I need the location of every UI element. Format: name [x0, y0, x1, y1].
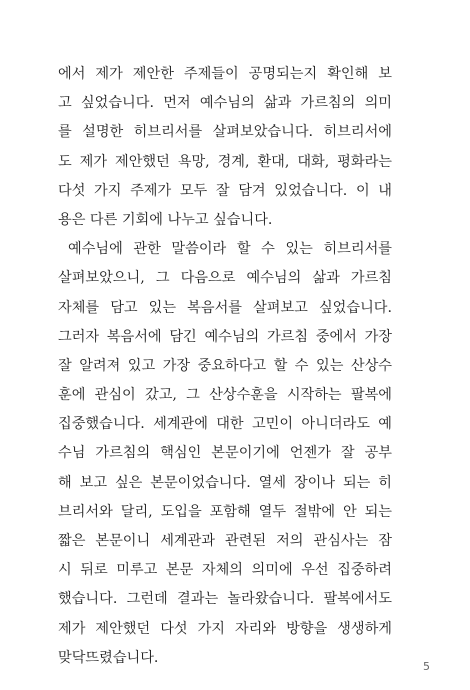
body-text [58, 60, 392, 673]
text-line: 자체를 담고 있는 복음서를 살펴보고 싶었습니다. [58, 299, 392, 316]
text-line: 훈에 관심이 갔고, 그 산상수훈을 시작하는 팔복에 [58, 387, 392, 404]
text-line: 도 제가 제안했던 욕망, 경계, 환대, 대화, 평화라는 [58, 153, 392, 170]
text-line: 시 뒤로 미루고 본문 자체의 의미에 우선 집중하려 [58, 562, 392, 579]
text-line: 브리서와 달리, 도입을 포함해 열두 절밖에 안 되는 [58, 503, 392, 520]
text-line: 예수님에 관한 말씀이라 할 수 있는 히브리서를 [68, 241, 392, 258]
text-line: 제가 제안했던 다섯 가지 자리와 방향을 생생하게 [58, 620, 392, 637]
text-line: 집중했습니다. 세계관에 대한 고민이 아니더라도 예 [58, 416, 392, 433]
text-line: 에서 제가 제안한 주제들이 공명되는지 확인해 보 [58, 66, 392, 82]
text-line: 용은 다른 기회에 나누고 싶습니다. [58, 211, 273, 228]
text-line: 수님 가르침의 핵심인 본문이기에 언젠가 잘 공부 [58, 445, 392, 462]
text-line: 맞닥뜨렸습니다. [58, 649, 159, 666]
text-line: 잘 알려져 있고 가장 중요하다고 할 수 있는 산상수 [58, 357, 392, 374]
text-line: 했습니다. 그런데 결과는 놀라왔습니다. 팔복에서도 [58, 591, 392, 608]
text-line: 그러자 복음서에 담긴 예수님의 가르침 중에서 가장 [58, 328, 392, 345]
page-number: 5 [423, 660, 430, 673]
paragraph-1 [58, 60, 392, 235]
paragraph-2 [58, 235, 392, 673]
text-line: 를 설명한 히브리서를 살펴보았습니다. 히브리서에 [58, 124, 392, 141]
text-line: 고 싶었습니다. 먼저 예수님의 삶과 가르침의 의미 [58, 95, 392, 112]
text-line: 다섯 가지 주제가 모두 잘 담겨 있었습니다. 이 내 [58, 182, 392, 199]
text-line: 해 보고 싶은 본문이었습니다. 열세 장이나 되는 히 [58, 474, 392, 491]
text-line: 짧은 본문이니 세계관과 관련된 저의 관심사는 잠 [58, 533, 392, 549]
text-line: 살펴보았으니, 그 다음으로 예수님의 삶과 가르침 [58, 270, 392, 287]
